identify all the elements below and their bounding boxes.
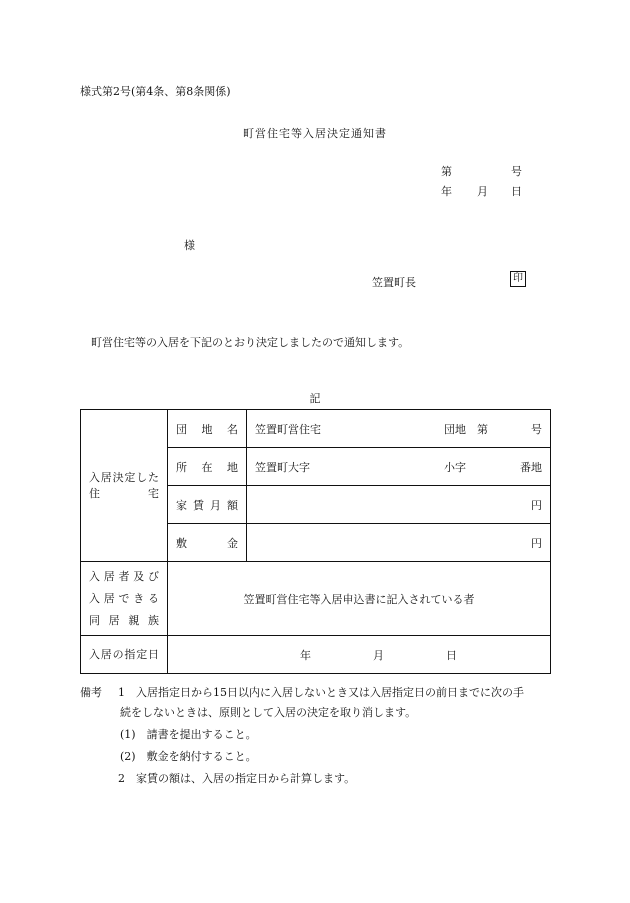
document-title: 町営住宅等入居決定通知書 — [243, 127, 387, 140]
move-in-date-cell — [168, 636, 551, 674]
occupants-label — [81, 562, 168, 636]
occupants-value: 笠置町営住宅等入居申込書に記入されている者 — [168, 562, 551, 636]
decision-table — [80, 409, 551, 674]
location-mid: 小字 — [444, 460, 466, 474]
table-row — [81, 636, 551, 674]
location-value-cell — [247, 448, 551, 486]
seal-mark: 印 — [510, 271, 526, 287]
ki-heading: 記 — [309, 392, 321, 405]
table-row — [81, 410, 551, 448]
occupants-label-line: 同居親族 — [89, 613, 159, 627]
location-end: 番地 — [520, 460, 542, 474]
notification-text: 町営住宅等の入居を下記のとおり決定しましたので通知します。 — [91, 336, 410, 349]
move-in-year: 年 — [300, 648, 311, 662]
move-in-month: 月 — [373, 648, 384, 662]
move-in-label: 入居の指定日 — [89, 647, 159, 661]
issuer: 笠置町長 — [372, 276, 416, 289]
deposit-label: 敷金 — [176, 536, 238, 550]
note-sub-2: (2) 敷金を納付すること。 — [120, 750, 257, 763]
form-number: 様式第2号(第4条、第8条関係) — [80, 85, 231, 98]
deposit-label-cell — [168, 524, 247, 562]
danchi-value: 笠置町営住宅 — [255, 422, 321, 436]
danchi-mid: 団地 第 — [444, 422, 488, 436]
note-2: 2 家賃の額は、入居の指定日から計算します。 — [118, 772, 356, 785]
deposit-unit: 円 — [247, 524, 551, 562]
date-year: 年 — [441, 185, 452, 198]
number-prefix: 第 — [441, 165, 452, 178]
location-value: 笠置町大字 — [255, 460, 310, 474]
danchi-value-cell — [247, 410, 551, 448]
location-label-cell — [168, 448, 247, 486]
note-1-number: 1 — [118, 686, 125, 699]
table-row — [81, 562, 551, 636]
date-day: 日 — [511, 185, 522, 198]
number-suffix: 号 — [511, 165, 522, 178]
note-sub-1: (1) 請書を提出すること。 — [120, 728, 257, 741]
note-1-line-1: 入居指定日から15日以内に入居しないとき又は入居指定日の前日までに次の手 — [136, 686, 524, 699]
danchi-label: 団地名 — [176, 422, 238, 436]
danchi-end: 号 — [531, 422, 542, 436]
date-month: 月 — [477, 185, 488, 198]
occupants-label-line: 入居できる — [89, 591, 159, 605]
recipient-honorific: 様 — [184, 239, 195, 252]
note-1-line-2: 続をしないときは、原則として入居の決定を取り消します。 — [120, 706, 417, 719]
danchi-label-cell — [168, 410, 247, 448]
rent-label-cell — [168, 486, 247, 524]
location-label: 所在地 — [176, 460, 238, 474]
rent-unit: 円 — [247, 486, 551, 524]
move-in-label-cell — [81, 636, 168, 674]
move-in-day: 日 — [446, 648, 457, 662]
notes-label: 備考 — [80, 686, 102, 699]
rent-label: 家賃月額 — [176, 498, 238, 512]
housing-group-text: 入居決定した住 宅 — [89, 470, 159, 500]
housing-group-label — [81, 410, 168, 562]
occupants-label-line: 入居者及び — [89, 569, 159, 583]
